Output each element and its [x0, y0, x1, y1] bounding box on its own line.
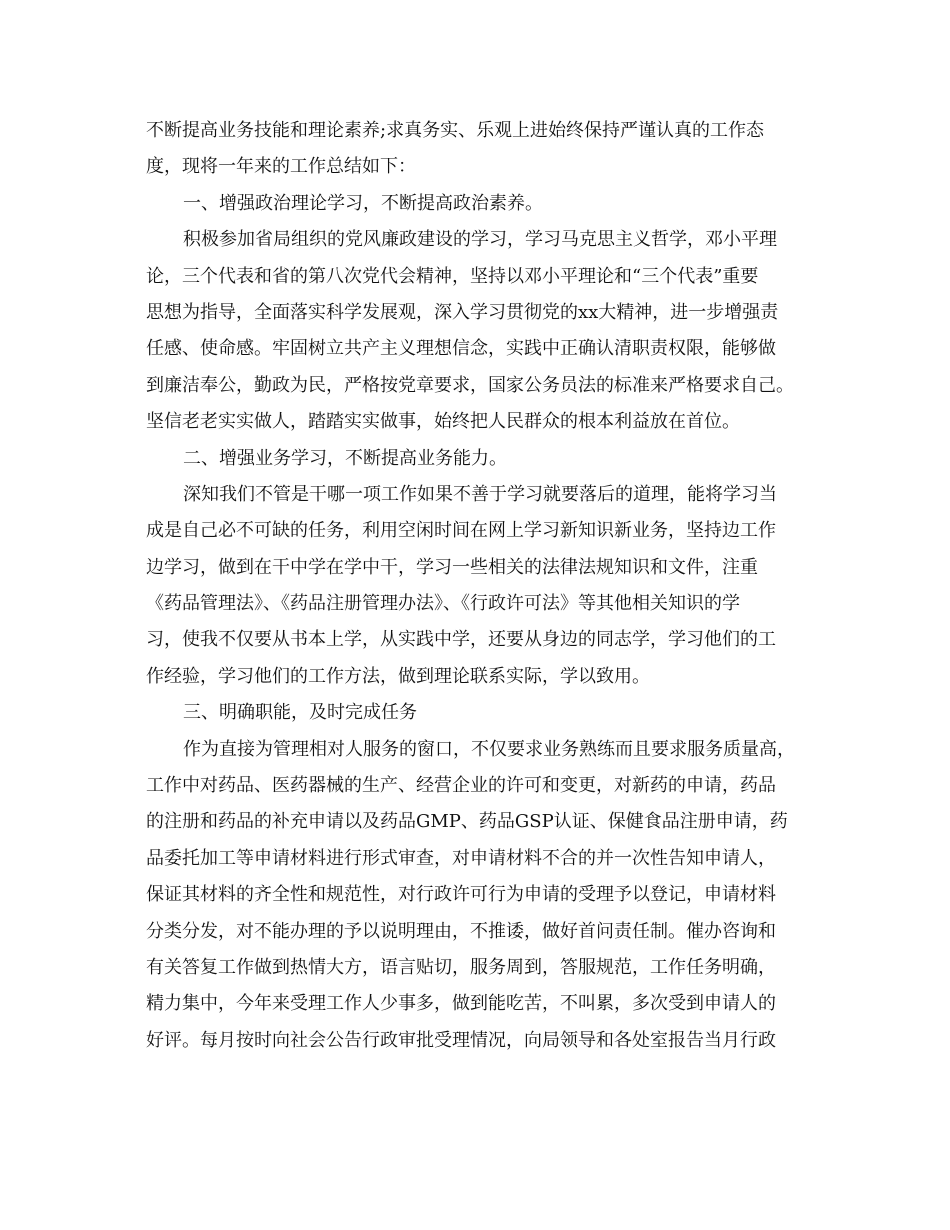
text-line: 精力集中，今年来受理工作人少事多，做到能吃苦，不叫累，多次受到申请人的	[146, 993, 776, 1015]
text-line: 坚信老老实实做人，踏踏实实做事，始终把人民群众的根本利益放在首位。	[146, 411, 740, 433]
text-line: 品委托加工等申请材料进行形式审查，对申请材料不合的并一次性告知申请人，	[146, 847, 776, 869]
text-line: 任感、使命感。牢固树立共产主义理想信念，实践中正确认清职责权限，能够做	[146, 338, 776, 360]
text-line: 习，使我不仅要从书本上学，从实践中学，还要从身边的同志学，学习他们的工	[146, 629, 776, 651]
text-line: 保证其材料的齐全性和规范性，对行政许可行为申请的受理予以登记，申请材料	[146, 884, 776, 906]
text-line: 成是自己必不可缺的任务，利用空闲时间在网上学习新知识新业务，坚持边工作	[146, 520, 776, 542]
document-body	[146, 113, 806, 1059]
text-line: 积极参加省局组织的党风廉政建设的学习，学习马克思主义哲学，邓小平理	[183, 229, 777, 251]
text-line: 有关答复工作做到热情大方，语言贴切，服务周到，答服规范，工作任务明确，	[146, 956, 776, 978]
text-line: 论，三个代表和省的第八次党代会精神，坚持以邓小平理论和“三个代表”重要	[146, 265, 759, 287]
text-line: 深知我们不管是干哪一项工作如果不善于学习就要落后的道理，能将学习当	[183, 483, 777, 505]
text-line: 二、增强业务学习，不断提高业务能力。	[183, 447, 507, 469]
text-line: 到廉洁奉公，勤政为民，严格按党章要求，国家公务员法的标准来严格要求自己。	[146, 374, 794, 396]
text-line: 度，现将一年来的工作总结如下：	[146, 156, 416, 178]
text-line: 一、增强政治理论学习，不断提高政治素养。	[183, 192, 543, 214]
text-line: 《药品管理法》、《药品注册管理办法》、《行政许可法》等其他相关知识的学	[146, 593, 740, 615]
text-line: 作经验，学习他们的工作方法，做到理论联系实际，学以致用。	[146, 665, 650, 687]
text-line: 好评。每月按时向社会公告行政审批受理情况，向局领导和各处室报告当月行政	[146, 1029, 776, 1051]
text-line: 作为直接为管理相对人服务的窗口，不仅要求业务熟练而且要求服务质量高，	[183, 738, 795, 760]
text-line: 不断提高业务技能和理论素养;求真务实、乐观上进始终保持严谨认真的工作态	[146, 120, 765, 141]
text-line: 思想为指导，全面落实科学发展观，深入学习贯彻党的xx大精神，进一步增强责	[146, 301, 779, 323]
text-line: 的注册和药品的补充申请以及药品GMP、药品GSP认证、保健食品注册申请，药	[146, 811, 788, 833]
text-line: 分类分发，对不能办理的予以说明理由，不推诿，做好首问责任制。催办咨询和	[146, 920, 776, 942]
text-line: 边学习，做到在干中学在学中干，学习一些相关的法律法规知识和文件，注重	[146, 556, 758, 578]
text-line: 工作中对药品、医药器械的生产、经营企业的许可和变更，对新药的申请，药品	[146, 775, 776, 797]
text-line: 三、明确职能，及时完成任务	[183, 702, 417, 724]
